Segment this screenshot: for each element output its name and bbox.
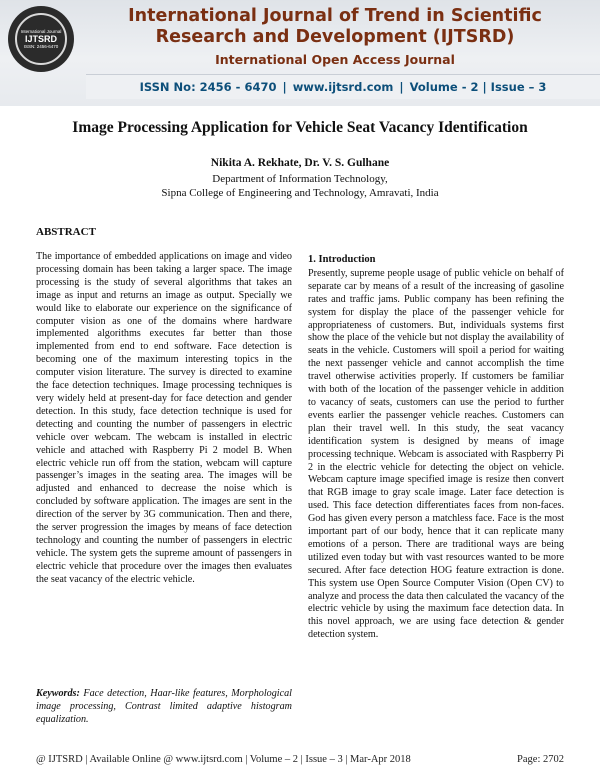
introduction-column	[308, 254, 564, 642]
journal-title	[100, 6, 570, 48]
author-institution: Sipna College of Engineering and Technology, Amravati, India	[161, 187, 439, 199]
keywords-text: Face detection, Haar-like features, Morphological image processing, Contrast limited adaptive histogram equalization.	[36, 688, 292, 725]
introduction-body: Presently, supreme people usage of public vehicle on behalf of separate car by means of a result of the increasing of gasoline rates and traffic jams. Public company has been refining the system for display the place of the passenger vehicle for appropriateness of customers. But, individuals systems first show the place of the vehicle but not display the availability of seats in the vehicle. Customers will spoil a period for waiting the next passenger vehicle and cannot accomplish the time travel otherwise activities properly. If customers be familiar with both of the location of the passenger vehicle in addition to vacancy of seats, customers can use the period to further events earlier the passenger vehicle reaches. Customers can plan their travel well. In this study, the seat vacancy identification system is designed by means of image processing technique. Webcam is associated with Raspberry Pi 2 in the electric vehicle for detecting the object on vehicle. Webcam capture image specified image is resize then convert that RGB image to gray scale image. Later face detection is used. This face detection differentiates faces from non-faces. God has given every person a matchless face. Face is the most important part of our body, hence that it can replicate many emotions of a person. There are traditional ways are being utilized even today but with vast resources wanted to be more secured. After face detection HOG feature extraction is done. This system use Open Source Computer Vision (Open CV) to analyze and process the data then calculated the vacancy of the electric vehicle by using the maximum face detection data. In this novel approach, we are using face detection & gender detection system.	[308, 267, 564, 641]
author-department: Department of Information Technology,	[212, 173, 388, 185]
abstract-heading: ABSTRACT	[36, 226, 96, 238]
issn-separator: |	[282, 80, 287, 94]
footer-citation: @ IJTSRD | Available Online @ www.ijtsrd.com | Volume – 2 | Issue – 3 | Mar-Apr 2018	[36, 754, 411, 765]
keywords-label: Keywords:	[36, 688, 80, 699]
logo-text-mid: IJTSRD	[24, 34, 57, 44]
abstract-column	[36, 251, 292, 587]
journal-title-line2: Research and Development (IJTSRD)	[155, 27, 515, 47]
introduction-heading: 1. Introduction	[308, 254, 376, 265]
paper-title: Image Processing Application for Vehicle Seat Vacancy Identification	[72, 119, 528, 136]
issn-number: ISSN No: 2456 - 6470	[139, 80, 277, 94]
issn-separator: |	[399, 80, 404, 94]
logo-text-top: International Journal	[20, 29, 62, 34]
logo-text-bottom: ISSN: 2456-6470	[23, 44, 59, 49]
journal-logo-emblem	[15, 13, 67, 65]
page-number: Page: 2702	[517, 754, 564, 765]
journal-banner	[0, 0, 600, 106]
paper-authors: Nikita A. Rekhate, Dr. V. S. Gulhane	[210, 157, 390, 169]
author-affiliation	[0, 172, 600, 200]
page-footer	[36, 754, 564, 765]
journal-title-line1: International Journal of Trend in Scientific	[128, 6, 542, 26]
volume-issue: Volume - 2 | Issue – 3	[409, 80, 547, 94]
issn-bar	[86, 74, 600, 99]
open-access-label: International Open Access Journal	[215, 52, 455, 67]
journal-logo	[8, 6, 74, 72]
abstract-body: The importance of embedded applications on image and video processing domain has been taking a larger space. The image processing is the study of several algorithms that takes an image as input and returns an image as output. Specially we would like to elaborate our experience on the significance of computer vision as one of the domains where hardware implemented algorithms executes far better than those implemented from end to end software. Face detection is becoming one of the maximum interesting topics in the computer vision literature. The survey is directed to examine the face detection techniques. Image processing techniques is very widely held at present-day for face detection and gender detection. In this study, face detection technique is used for detecting and counting the number of passengers in electric vehicle over webcam. The webcam is installed in electric vehicle and attached with Raspberry Pi 2 model B. When electric vehicle run off from the station, webcam will capture passenger’s images in the seating area. The images will be adjusted and enhanced to decrease the noise which is concluded by software application. The images are sent in the direction of the server by 3G communication. Then and there, the server progression the images by means of face detection technology and counting the number of passengers in electric vehicle. The system gets the supreme amount of passengers in electric vehicle that procedure over the images then evaluates the seat vacancy of the electric vehicle.	[36, 251, 292, 585]
journal-website: www.ijtsrd.com	[292, 80, 394, 94]
keywords-block	[36, 687, 292, 726]
